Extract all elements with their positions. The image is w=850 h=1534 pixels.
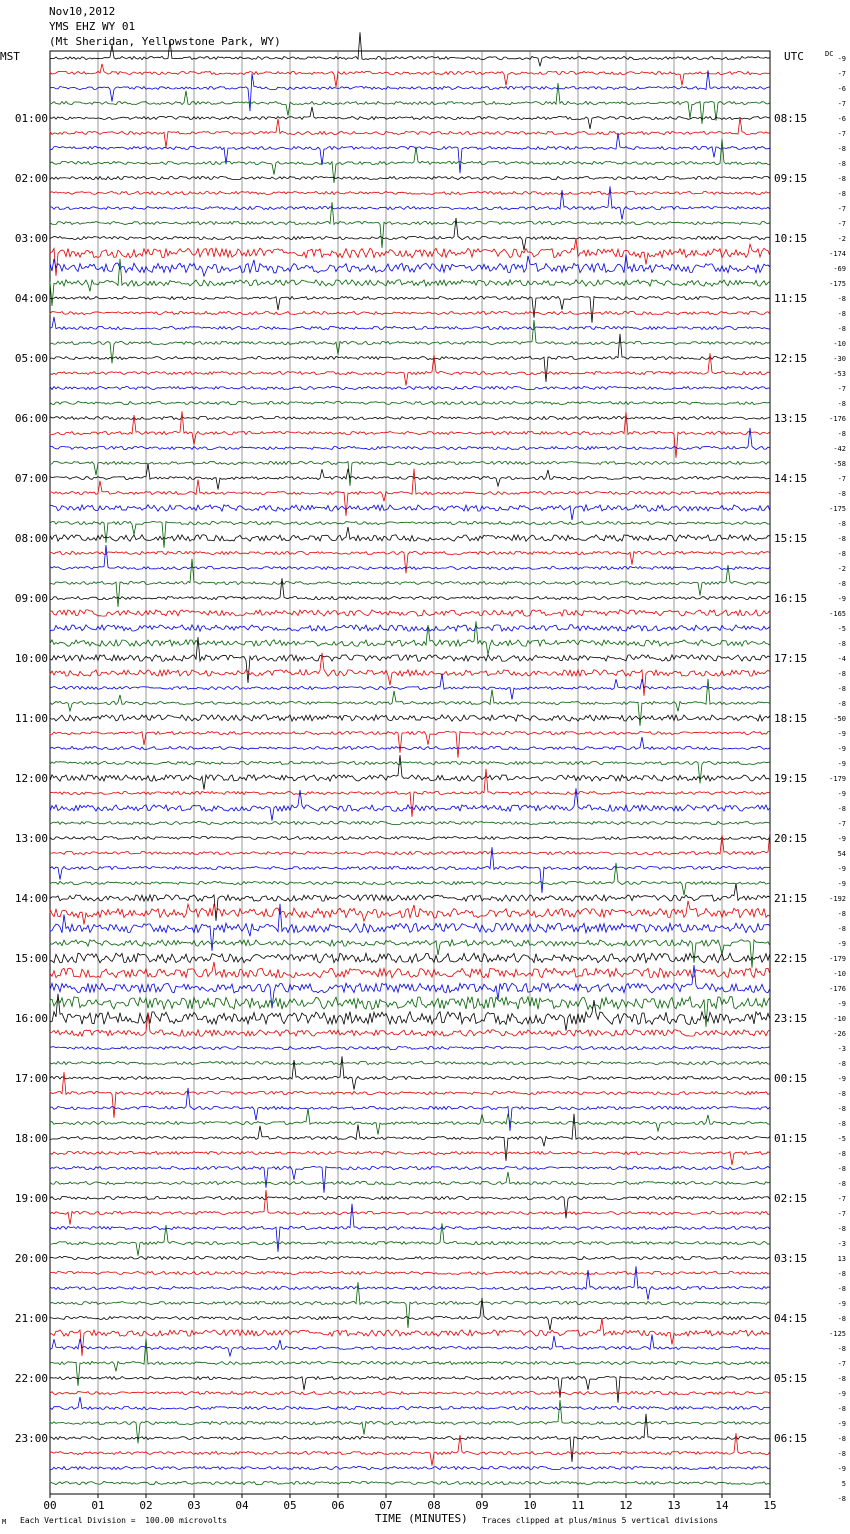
dc-offset-label: -8 [837, 1060, 846, 1068]
seismic-trace [50, 962, 770, 978]
dc-offset-label: -8 [837, 925, 846, 933]
right-time-label: 18:15 [774, 712, 808, 725]
dc-offset-label: -7 [837, 820, 846, 828]
dc-offset-label: 54 [837, 850, 846, 858]
dc-offset-label: -7 [837, 385, 846, 393]
seismic-trace [50, 831, 770, 854]
dc-offset-label: -2 [837, 565, 846, 573]
seismic-trace [50, 1061, 770, 1064]
seismic-trace [50, 731, 770, 757]
dc-offset-label: -58 [833, 460, 846, 468]
plot-date: Nov10,2012 [49, 5, 116, 18]
seismic-trace [50, 715, 770, 721]
x-tick-label: 06 [331, 1499, 345, 1512]
seismic-trace [50, 191, 770, 194]
x-tick-label: 07 [379, 1499, 393, 1512]
x-tick-label: 10 [523, 1499, 537, 1512]
dc-offset-label: -8 [837, 1285, 846, 1293]
x-tick-label: 01 [91, 1499, 105, 1512]
left-time-label: 05:00 [14, 352, 48, 365]
seismic-trace [50, 1046, 770, 1049]
seismic-trace [50, 1397, 770, 1410]
seismic-trace [50, 401, 770, 404]
left-time-label: 13:00 [14, 832, 48, 845]
dc-offset-label: -8 [837, 175, 846, 183]
dc-offset-label: -9 [837, 1420, 846, 1428]
x-tick-label: 14 [715, 1499, 729, 1512]
dc-offset-header: DC [825, 50, 834, 58]
dc-offset-label: -7 [837, 100, 846, 108]
seismic-trace [50, 469, 770, 516]
seismic-trace [50, 994, 770, 1031]
dc-offset-label: -8 [837, 550, 846, 558]
dc-offset-label: -8 [837, 1225, 846, 1233]
seismic-trace [50, 334, 770, 382]
seismic-trace [50, 769, 770, 817]
dc-offset-label: -7 [837, 220, 846, 228]
dc-offset-label: -6 [837, 115, 846, 123]
right-time-label: 15:15 [774, 532, 808, 545]
vertical-scale-note: Each Vertical Division = 100.00 microvolts [20, 1516, 228, 1525]
dc-offset-label: -4 [837, 655, 846, 663]
seismic-trace [50, 1400, 770, 1443]
dc-offset-label: -8 [837, 670, 846, 678]
dc-offset-label: -30 [833, 355, 846, 363]
seismic-trace [50, 353, 770, 385]
seismic-trace [50, 428, 770, 450]
left-time-label: 09:00 [14, 592, 48, 605]
seismic-trace [50, 674, 770, 700]
seismic-trace [50, 176, 770, 179]
x-tick-label: 09 [475, 1499, 489, 1512]
seismic-trace [50, 461, 770, 486]
dc-offset-label: 5 [841, 1480, 846, 1488]
dc-offset-label: -8 [837, 1345, 846, 1353]
dc-offset-label: -176 [829, 985, 846, 993]
left-time-label: 23:00 [14, 1432, 48, 1445]
dc-offset-label: -125 [829, 1330, 846, 1338]
dc-offset-label: -8 [837, 295, 846, 303]
dc-offset-label: -6 [837, 85, 846, 93]
right-time-label: 01:15 [774, 1132, 808, 1145]
x-tick-label: 02 [139, 1499, 153, 1512]
right-time-label: 05:15 [774, 1372, 808, 1385]
seismic-trace [50, 625, 770, 631]
dc-offset-label: -175 [829, 280, 846, 288]
dc-offset-label: -50 [833, 715, 846, 723]
left-time-label: 11:00 [14, 712, 48, 725]
x-tick-label: 15 [763, 1499, 777, 1512]
dc-offset-label: -9 [837, 940, 846, 948]
left-time-label: 19:00 [14, 1192, 48, 1205]
left-time-label: 20:00 [14, 1252, 48, 1265]
dc-offset-label: -7 [837, 1210, 846, 1218]
left-time-label: 10:00 [14, 652, 48, 665]
left-time-label: 03:00 [14, 232, 48, 245]
dc-offset-label: -8 [837, 400, 846, 408]
dc-offset-label: -9 [837, 55, 846, 63]
dc-offset-label: -9 [837, 880, 846, 888]
seismic-trace [50, 64, 770, 87]
dc-offset-label: -42 [833, 445, 846, 453]
right-time-label: 00:15 [774, 1072, 808, 1085]
dc-offset-label: 13 [837, 1255, 846, 1263]
right-time-label: 23:15 [774, 1012, 808, 1025]
x-tick-label: 04 [235, 1499, 249, 1512]
right-time-label: 12:15 [774, 352, 808, 365]
seismic-trace [50, 1190, 770, 1225]
station-location: (Mt Sheridan, Yellowstone Park, WY) [49, 35, 281, 48]
x-axis-title: TIME (MINUTES) [375, 1512, 468, 1525]
dc-offset-label: -176 [829, 415, 846, 423]
left-timezone-label: MST [0, 50, 20, 63]
right-time-label: 11:15 [774, 292, 808, 305]
dc-offset-label: -8 [837, 430, 846, 438]
seismic-trace [50, 1204, 770, 1252]
seismic-trace [50, 1266, 770, 1299]
seismic-trace [50, 737, 770, 750]
x-tick-label: 11 [571, 1499, 585, 1512]
left-time-label: 15:00 [14, 952, 48, 965]
right-time-label: 09:15 [774, 172, 808, 185]
dc-offset-label: -3 [837, 1045, 846, 1053]
seismic-trace [50, 1109, 770, 1135]
right-time-label: 13:15 [774, 412, 808, 425]
dc-offset-label: -179 [829, 955, 846, 963]
right-time-label: 04:15 [774, 1312, 808, 1325]
dc-offset-label: -8 [837, 160, 846, 168]
seismic-trace [50, 901, 770, 925]
left-time-label: 02:00 [14, 172, 48, 185]
right-time-label: 06:15 [774, 1432, 808, 1445]
dc-offset-label: -9 [837, 1465, 846, 1473]
x-tick-label: 08 [427, 1499, 441, 1512]
dc-offset-label: -8 [837, 145, 846, 153]
seismic-trace [50, 1172, 770, 1185]
dc-offset-label: -8 [837, 685, 846, 693]
seismic-trace [50, 311, 770, 314]
seismic-trace [50, 559, 770, 607]
x-tick-label: 05 [283, 1499, 297, 1512]
left-time-label: 22:00 [14, 1372, 48, 1385]
dc-offset-label: -9 [837, 745, 846, 753]
left-time-label: 06:00 [14, 412, 48, 425]
x-tick-label: 12 [619, 1499, 633, 1512]
left-time-label: 21:00 [14, 1312, 48, 1325]
dc-offset-label: -2 [837, 235, 846, 243]
dc-offset-label: -9 [837, 835, 846, 843]
dc-offset-label: -8 [837, 1105, 846, 1113]
dc-offset-label: -8 [837, 520, 846, 528]
plot-frame [50, 51, 770, 1494]
seismic-trace [50, 521, 770, 547]
seismic-trace [50, 32, 770, 66]
seismic-trace [50, 186, 770, 219]
seismic-trace [50, 296, 770, 322]
seismic-trace [50, 545, 770, 570]
dc-offset-label: -174 [829, 250, 846, 258]
left-time-label: 01:00 [14, 112, 48, 125]
seismic-trace [50, 416, 770, 419]
dc-offset-label: -8 [837, 1435, 846, 1443]
dc-offset-label: -8 [837, 535, 846, 543]
seismic-trace [50, 940, 770, 968]
right-time-label: 02:15 [774, 1192, 808, 1205]
left-time-label: 04:00 [14, 292, 48, 305]
dc-offset-label: -10 [833, 1015, 846, 1023]
left-time-label: 08:00 [14, 532, 48, 545]
dc-offset-label: -10 [833, 970, 846, 978]
seismic-trace [50, 1271, 770, 1274]
seismic-trace [50, 118, 770, 148]
x-tick-label: 03 [187, 1499, 201, 1512]
dc-offset-label: -8 [837, 490, 846, 498]
dc-offset-label: -8 [837, 1165, 846, 1173]
dc-offset-label: -7 [837, 70, 846, 78]
dc-offset-label: -8 [837, 700, 846, 708]
seismic-trace [50, 107, 770, 129]
right-time-label: 16:15 [774, 592, 808, 605]
seismic-trace [50, 836, 770, 839]
dc-offset-label: -5 [837, 1135, 846, 1143]
seismic-trace [50, 1335, 770, 1357]
right-time-label: 21:15 [774, 892, 808, 905]
dc-offset-label: -9 [837, 790, 846, 798]
dc-offset-label: -7 [837, 475, 846, 483]
dc-offset-label: -8 [837, 325, 846, 333]
dc-offset-label: -10 [833, 340, 846, 348]
right-time-label: 14:15 [774, 472, 808, 485]
dc-offset-label: -179 [829, 775, 846, 783]
seismic-trace [50, 1376, 770, 1402]
seismic-trace [50, 884, 770, 921]
dc-offset-label: -8 [837, 910, 846, 918]
dc-offset-label: -8 [837, 1405, 846, 1413]
left-time-label: 07:00 [14, 472, 48, 485]
seismic-trace [50, 218, 770, 250]
seismic-trace [50, 239, 770, 276]
seismic-trace [50, 621, 770, 654]
seismic-trace [50, 527, 770, 541]
seismic-trace [50, 133, 770, 173]
seismic-trace [50, 1391, 770, 1394]
dc-offset-label: -192 [829, 895, 846, 903]
seismic-trace [50, 1151, 770, 1165]
dc-offset-label: -8 [837, 190, 846, 198]
seismic-trace [50, 386, 770, 389]
dc-offset-label: -9 [837, 1390, 846, 1398]
right-time-label: 17:15 [774, 652, 808, 665]
dc-offset-label: -5 [837, 625, 846, 633]
right-time-label: 19:15 [774, 772, 808, 785]
right-timezone-label: UTC [784, 50, 804, 63]
dc-offset-label: -8 [837, 1180, 846, 1188]
dc-offset-label: -8 [837, 1450, 846, 1458]
dc-offset-label: -8 [837, 1375, 846, 1383]
seismic-trace [50, 953, 770, 963]
seismic-trace [50, 551, 770, 573]
dc-offset-label: -9 [837, 1300, 846, 1308]
seismic-trace [50, 755, 770, 790]
seismic-trace [50, 821, 770, 824]
dc-offset-label: -7 [837, 1360, 846, 1368]
right-time-label: 20:15 [774, 832, 808, 845]
seismic-trace [50, 610, 770, 616]
dc-offset-label: -8 [837, 805, 846, 813]
dc-offset-label: -8 [837, 640, 846, 648]
clipping-note: Traces clipped at plus/minus 5 vertical divisions [482, 1516, 719, 1525]
seismic-trace [50, 1013, 770, 1036]
dc-offset-label: -7 [837, 205, 846, 213]
seismic-trace [50, 317, 770, 330]
left-time-label: 17:00 [14, 1072, 48, 1085]
dc-offset-label: -8 [837, 1090, 846, 1098]
seismic-trace [50, 505, 770, 520]
seismic-trace [50, 1166, 770, 1192]
dc-offset-label: -69 [833, 265, 846, 273]
seismic-trace [50, 1196, 770, 1218]
dc-offset-label: -8 [837, 1315, 846, 1323]
dc-offset-label: -8 [837, 1495, 846, 1503]
right-time-label: 22:15 [774, 952, 808, 965]
dc-offset-label: -8 [837, 1270, 846, 1278]
dc-offset-label: -8 [837, 310, 846, 318]
dc-offset-label: -53 [833, 370, 846, 378]
footer-mark: M [2, 1518, 7, 1526]
left-time-label: 16:00 [14, 1012, 48, 1025]
x-tick-label: 00 [43, 1499, 57, 1512]
seismic-trace [50, 464, 770, 490]
seismic-trace [50, 679, 770, 726]
dc-offset-label: -9 [837, 1000, 846, 1008]
dc-offset-label: -8 [837, 580, 846, 588]
left-time-label: 18:00 [14, 1132, 48, 1145]
dc-offset-label: -26 [833, 1030, 846, 1038]
dc-offset-label: -9 [837, 760, 846, 768]
dc-offset-label: -175 [829, 505, 846, 513]
right-time-label: 10:15 [774, 232, 808, 245]
dc-offset-label: -9 [837, 1075, 846, 1083]
dc-offset-label: -9 [837, 865, 846, 873]
dc-offset-label: -9 [837, 595, 846, 603]
dc-offset-label: -9 [837, 730, 846, 738]
dc-offset-label: -3 [837, 1240, 846, 1248]
dc-offset-label: -7 [837, 130, 846, 138]
dc-offset-label: -8 [837, 1150, 846, 1158]
seismic-trace [50, 1072, 770, 1118]
left-time-label: 12:00 [14, 772, 48, 785]
x-tick-label: 13 [667, 1499, 681, 1512]
right-time-label: 08:15 [774, 112, 808, 125]
seismic-trace [50, 70, 770, 111]
seismic-trace [50, 1466, 770, 1469]
dc-offset-label: -8 [837, 1120, 846, 1128]
seismic-trace [50, 1319, 770, 1356]
station-code: YMS EHZ WY 01 [49, 20, 136, 33]
seismic-trace [50, 1256, 770, 1259]
seismic-trace [50, 653, 770, 696]
right-time-label: 03:15 [774, 1252, 808, 1265]
left-time-label: 14:00 [14, 892, 48, 905]
dc-offset-label: -7 [837, 1195, 846, 1203]
dc-offset-label: -165 [829, 610, 846, 618]
seismic-trace [50, 1481, 770, 1484]
seismic-trace [50, 1056, 770, 1089]
